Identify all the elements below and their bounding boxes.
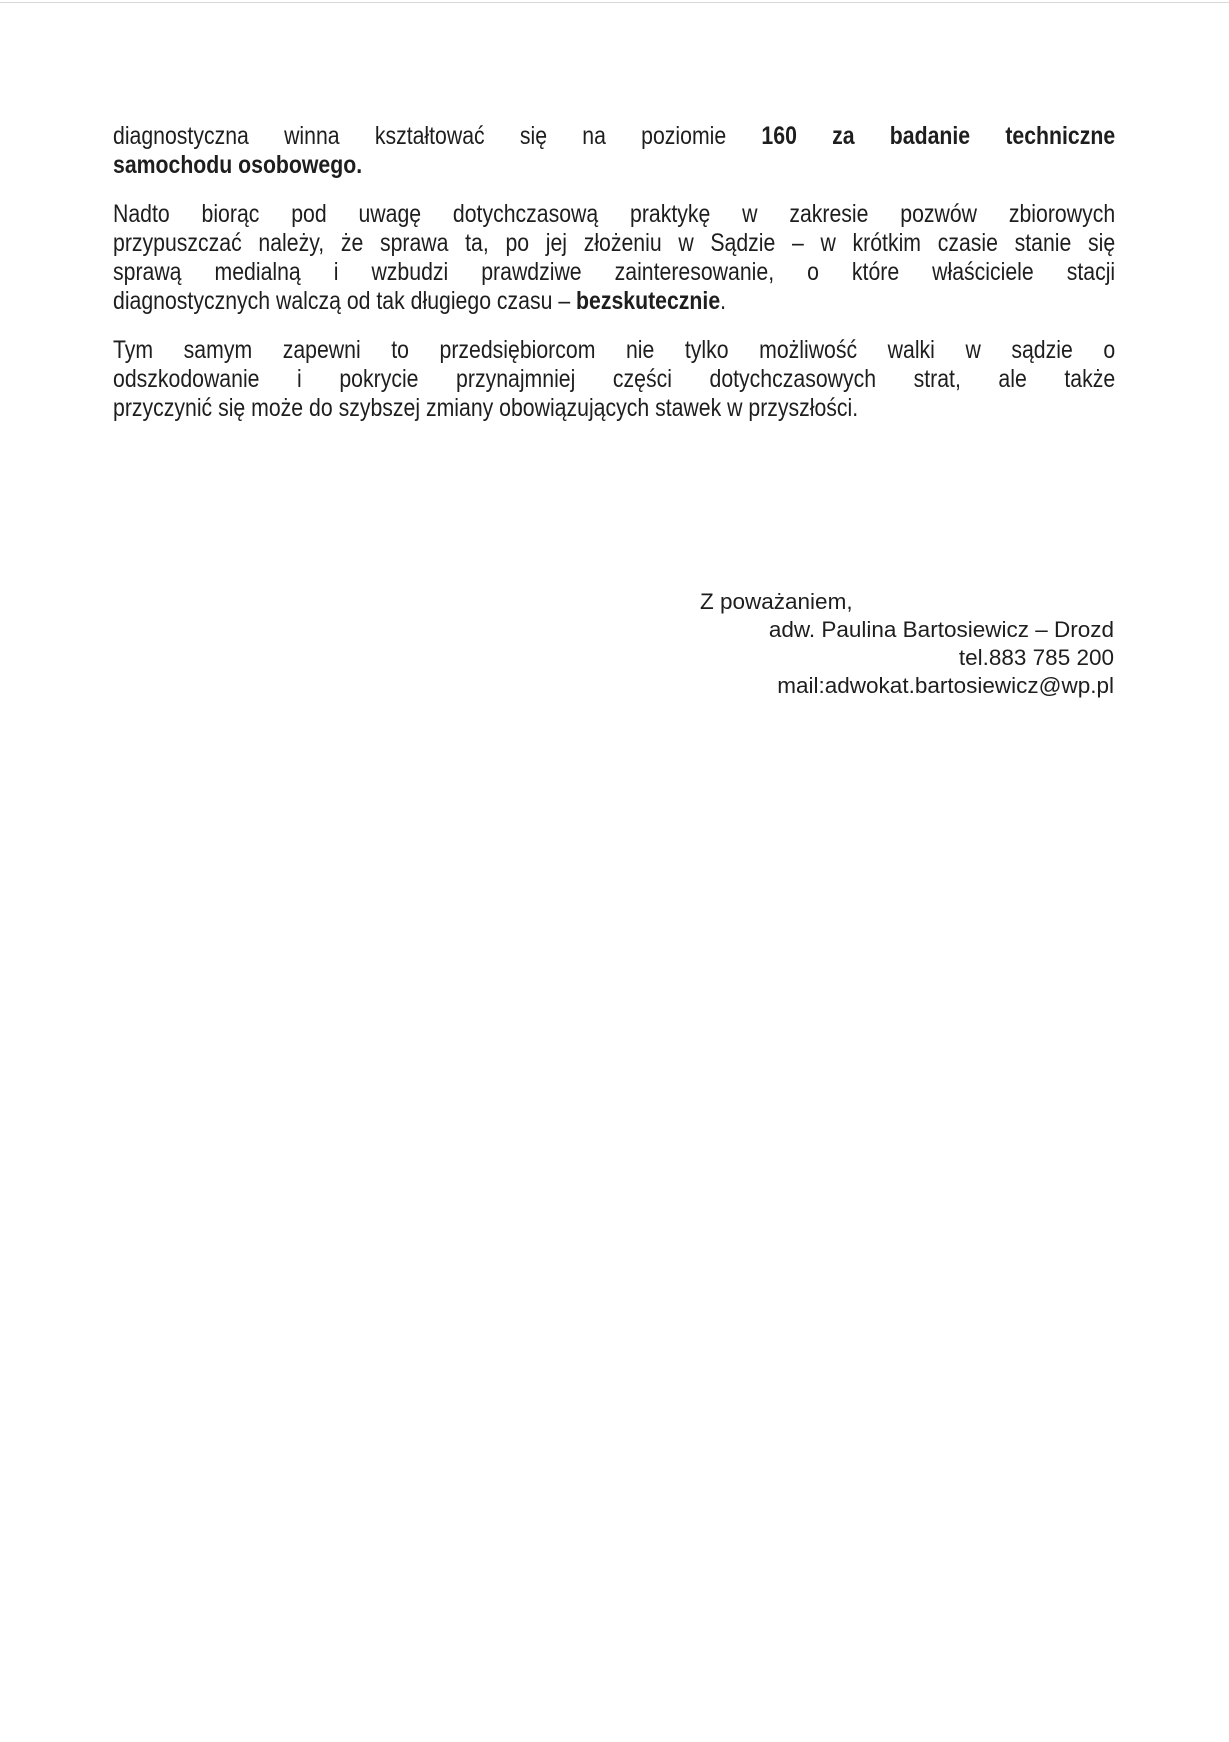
text-line (113, 151, 1115, 180)
text-line (113, 122, 1115, 151)
text-line: przypuszczać należy, że sprawa ta, po jej złożeniu w Sądzie – w krótkim czasie stanie się (113, 229, 1116, 257)
text-line: Tym samym zapewni to przedsiębiorcom nie tylko możliwość walki w sądzie o (113, 336, 1116, 364)
scan-edge-line (0, 2, 1229, 3)
phone: tel.883 785 200 (958, 645, 1114, 670)
bold-text-run: 160 za badanie techniczne (761, 122, 1116, 150)
text-line: sprawą medialną i wzbudzi prawdziwe zainteresowanie, o które właściciele stacji (113, 258, 1116, 286)
paragraph-fee-level (113, 122, 1115, 180)
text-run: diagnostycznych walczą od tak długiego czasu – (113, 287, 577, 315)
paragraph-compensation (113, 336, 1115, 423)
text-run: . (720, 287, 727, 315)
bold-text-run: samochodu osobowego. (113, 151, 363, 179)
text-line: odszkodowanie i pokrycie przynajmniej części dotychczasowych strat, ale także (113, 365, 1116, 393)
bold-text-run: bezskutecznie (576, 287, 721, 315)
email: mail:adwokat.bartosiewicz@wp.pl (777, 673, 1114, 698)
closing: Z poważaniem, (700, 589, 853, 614)
text-line: Nadto biorąc pod uwagę dotychczasową praktykę w zakresie pozwów zbiorowych (113, 200, 1116, 228)
signer-name: adw. Paulina Bartosiewicz – Drozd (768, 617, 1114, 642)
text-line (113, 287, 1115, 316)
letter-body (113, 122, 1115, 423)
text-line: przyczynić się może do szybszej zmiany obowiązujących stawek w przyszłości. (113, 394, 859, 422)
signature-block (700, 588, 1114, 700)
text-run: diagnostyczna winna kształtować się na poziomie (113, 122, 762, 150)
paragraph-media-case (113, 200, 1115, 316)
